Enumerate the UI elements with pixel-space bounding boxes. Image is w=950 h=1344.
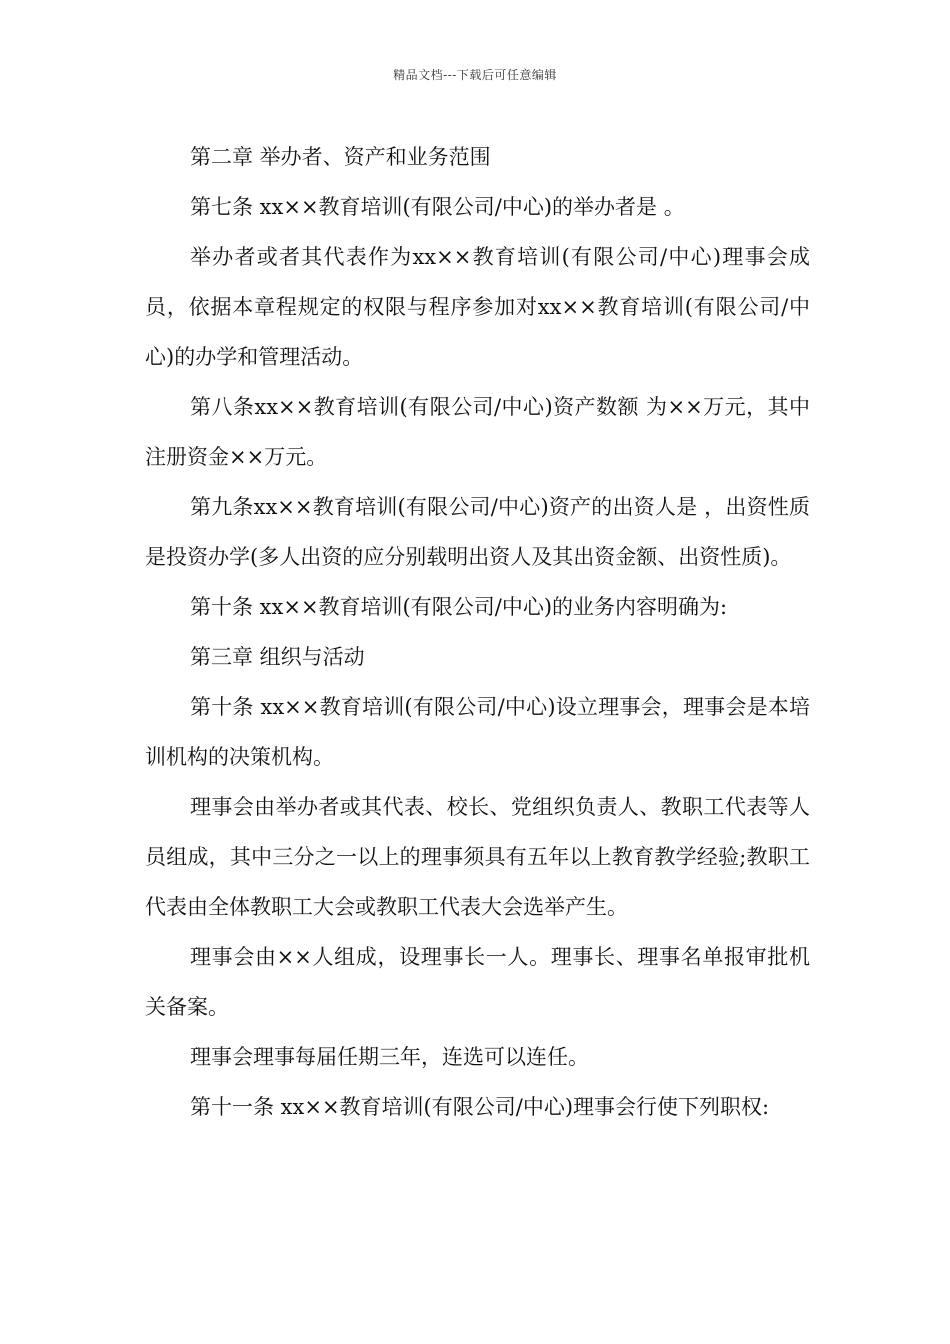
article-10-business: 第十条 xx××教育培训(有限公司/中心)的业务内容明确为: [190,595,728,619]
article-11: 第十一条 xx××教育培训(有限公司/中心)理事会行使下列职权: [190,1095,770,1119]
page-header: 精品文档---下载后可任意编辑 [393,68,557,82]
article-7-body: 举办者或者其代表作为xx××教育培训(有限公司/中心)理事会成员，依据本章程规定的权限与程序参加对xx××教育培训(有限公司/中心)的办学和管理活动。 [145,245,810,369]
document-body [145,132,810,1132]
article-10-council: 第十条 xx××教育培训(有限公司/中心)设立理事会，理事会是本培训机构的决策机构。 [145,695,810,769]
chapter-3-heading: 第三章 组织与活动 [190,645,365,669]
article-7: 第七条 xx××教育培训(有限公司/中心)的举办者是 。 [190,195,685,219]
article-8: 第八条xx××教育培训(有限公司/中心)资产数额 为××万元，其中注册资金××万元。 [145,395,810,469]
council-composition: 理事会由举办者或其代表、校长、党组织负责人、教职工代表等人员组成，其中三分之一以上的理事须具有五年以上教育教学经验;教职工代表由全体教职工大会或教职工代表大会选举产生。 [145,795,810,919]
council-term: 理事会理事每届任期三年，连选可以连任。 [190,1045,589,1069]
chapter-2-heading: 第二章 举办者、资产和业务范围 [190,145,491,169]
article-9: 第九条xx××教育培训(有限公司/中心)资产的出资人是 ，出资性质是投资办学(多人出资的应分别载明出资人及其出资金额、出资性质)。 [145,495,810,569]
council-size: 理事会由××人组成，设理事长一人。理事长、理事名单报审批机关备案。 [145,945,810,1019]
